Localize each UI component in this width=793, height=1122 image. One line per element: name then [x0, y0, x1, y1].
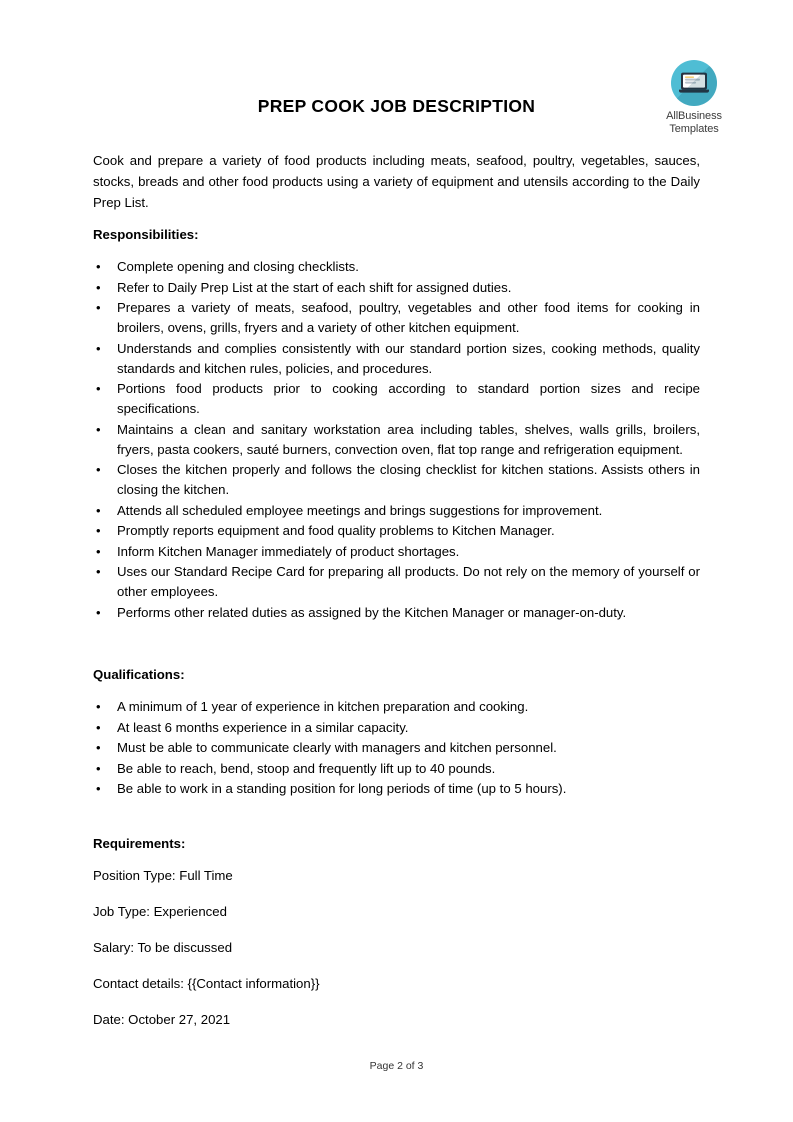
list-item: • Prepares a variety of meats, seafood, poultry, vegetables and other food items for cooking in broilers, ovens, grills, fryers and a variety of other kitchen equipment.	[93, 298, 700, 338]
list-item: • Promptly reports equipment and food quality problems to Kitchen Manager.	[93, 521, 700, 541]
list-item: • Be able to work in a standing position for long periods of time (up to 5 hours).	[93, 779, 700, 799]
list-item: • Complete opening and closing checklists.	[93, 257, 700, 277]
requirement-contact-details: Contact details: {{Contact information}}	[93, 975, 320, 991]
requirement-date: Date: October 27, 2021	[93, 1011, 231, 1027]
list-item: • Must be able to communicate clearly with managers and kitchen personnel.	[93, 738, 700, 758]
list-item: • Maintains a clean and sanitary workstation area including tables, shelves, walls grills, broilers, fryers, pasta cookers, sauté burners, convection oven, flat top range and refrigeration equipment.	[93, 420, 700, 460]
intro-paragraph: Cook and prepare a variety of food products including meats, seafood, poultry, vegetables, sauces, stocks, breads and other food products using a variety of equipment and utensils according to the Daily Prep List.	[93, 153, 700, 210]
responsibilities-list	[93, 257, 700, 623]
list-item: • Portions food products prior to cooking according to standard portion sizes and recipe specifications.	[93, 379, 700, 419]
qualifications-list	[93, 697, 700, 799]
logo-text-line1: AllBusiness	[666, 110, 722, 122]
responsibilities-heading: Responsibilities:	[93, 227, 199, 242]
logo-text-line2: Templates	[669, 123, 719, 135]
list-item: • Understands and complies consistently with our standard portion sizes, cooking methods, quality standards and kitchen rules, policies, and procedures.	[93, 339, 700, 379]
section-spacer	[93, 623, 700, 657]
requirement-position-type: Position Type: Full Time	[93, 867, 233, 883]
requirements-heading: Requirements:	[93, 835, 186, 851]
qualifications-heading: Qualifications:	[93, 667, 185, 682]
list-item: • Inform Kitchen Manager immediately of product shortages.	[93, 542, 700, 562]
list-item: • Performs other related duties as assigned by the Kitchen Manager or manager-on-duty.	[93, 603, 700, 623]
page-title: PREP COOK JOB DESCRIPTION	[257, 96, 536, 116]
document-body	[93, 150, 700, 1046]
list-item: • Attends all scheduled employee meetings and brings suggestions for improvement.	[93, 501, 700, 521]
list-item: • Closes the kitchen properly and follows the closing checklist for kitchen stations. Assists others in closing the kitchen.	[93, 460, 700, 500]
list-item: • At least 6 months experience in a similar capacity.	[93, 718, 700, 738]
requirement-job-type: Job Type: Experienced	[93, 903, 227, 919]
list-item: • Uses our Standard Recipe Card for preparing all products. Do not rely on the memory of yourself or other employees.	[93, 562, 700, 602]
page-footer: Page 2 of 3	[369, 1060, 424, 1072]
list-item: • Refer to Daily Prep List at the start of each shift for assigned duties.	[93, 278, 700, 298]
list-item: • Be able to reach, bend, stoop and frequently lift up to 40 pounds.	[93, 759, 700, 779]
requirement-salary: Salary: To be discussed	[93, 939, 233, 955]
list-item: • A minimum of 1 year of experience in kitchen preparation and cooking.	[93, 697, 700, 717]
section-spacer	[93, 800, 700, 826]
